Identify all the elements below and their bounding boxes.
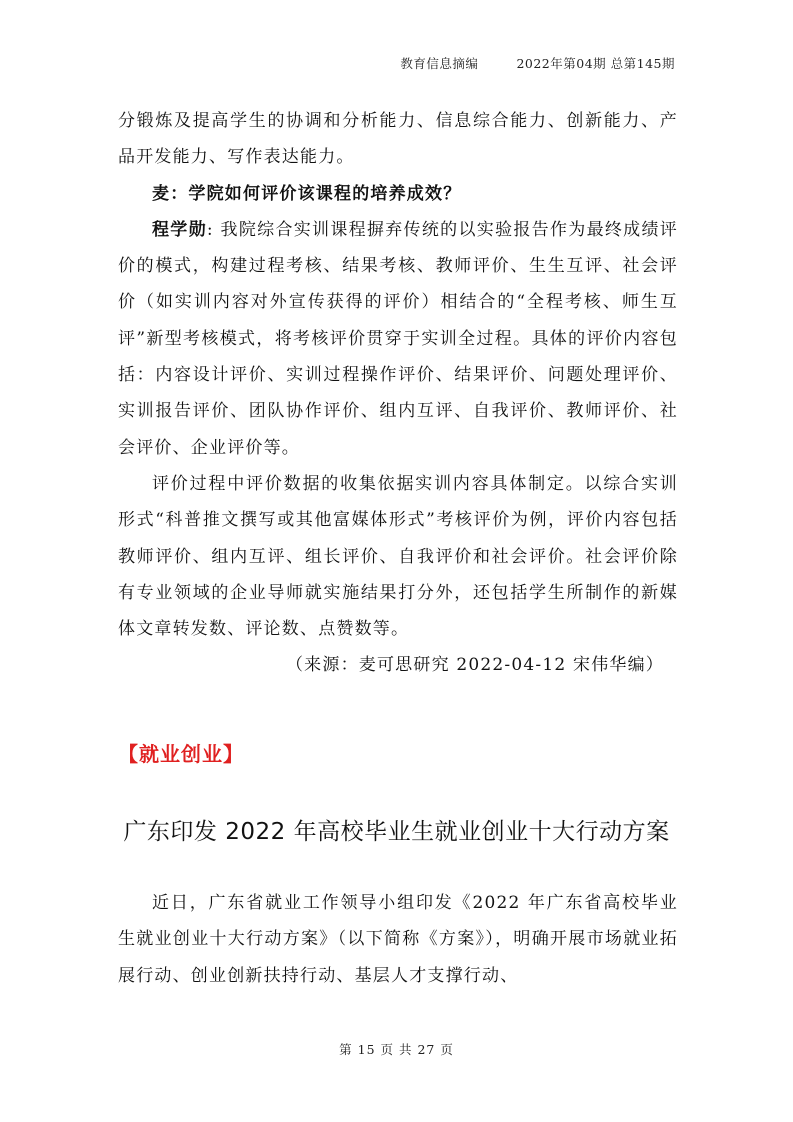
page-footer: 第 15 页 共 27 页 [339,1042,454,1057]
section-tag: 【就业创业】 [118,742,244,766]
interview-question: 麦：学院如何评价该课程的培养成效？ [152,183,462,204]
paragraph-evaluation: 评价过程中评价数据的收集依据实训内容具体制定。以综合实训形式“科普推文撰写或其他富媒体形式”考核评价为例，评价内容包括教师评价、组内互评、组长评价、自我评价和社会评价。社会评价除有专业领域的企业导师就实施结果打分外，还包括学生所制作的新媒体文章转发数、评论数、点赞数等。 [118,473,678,640]
answer-speaker: 程学勋 [152,219,207,240]
interview-answer [118,212,678,466]
article-body [118,885,678,994]
paragraph-continuation: 分锻炼及提高学生的协调和分析能力、信息综合能力、创新能力、产品开发能力、写作表达能力。 [118,111,678,168]
publication-name: 教育信息摘编 [400,56,479,71]
source-citation: （来源：麦可思研究 2022-04-12 宋伟华编） [285,655,664,676]
article-paragraph: 近日，广东省就业工作领导小组印发《2022 年广东省高校毕业生就业创业十大行动方案》（以下简称《方案》），明确开展市场就业拓展行动、创业创新扶持行动、基层人才支撑行动、 [118,893,678,986]
issue-number: 2022年第04期 总第145期 [516,56,675,71]
article-title: 广东印发 2022 年高校毕业生就业创业十大行动方案 [123,819,670,845]
page-header [400,54,675,72]
interview-section [118,103,678,684]
answer-text: : 我院综合实训课程摒弃传统的以实验报告作为最终成绩评价的模式，构建过程考核、结果考核、教师评价、生生互评、社会评价（如实训内容对外宣传获得的评价）相结合的“全程考核、师生互评”新型考核模式，将考核评价贯穿于实训全过程。具体的评价内容包括：内容设计评价、实训过程操作评价、结果评价、问题处理评价、实训报告评价、团队协作评价、组内互评、自我评价、教师评价、社会评价、企业评价等。 [118,219,678,458]
